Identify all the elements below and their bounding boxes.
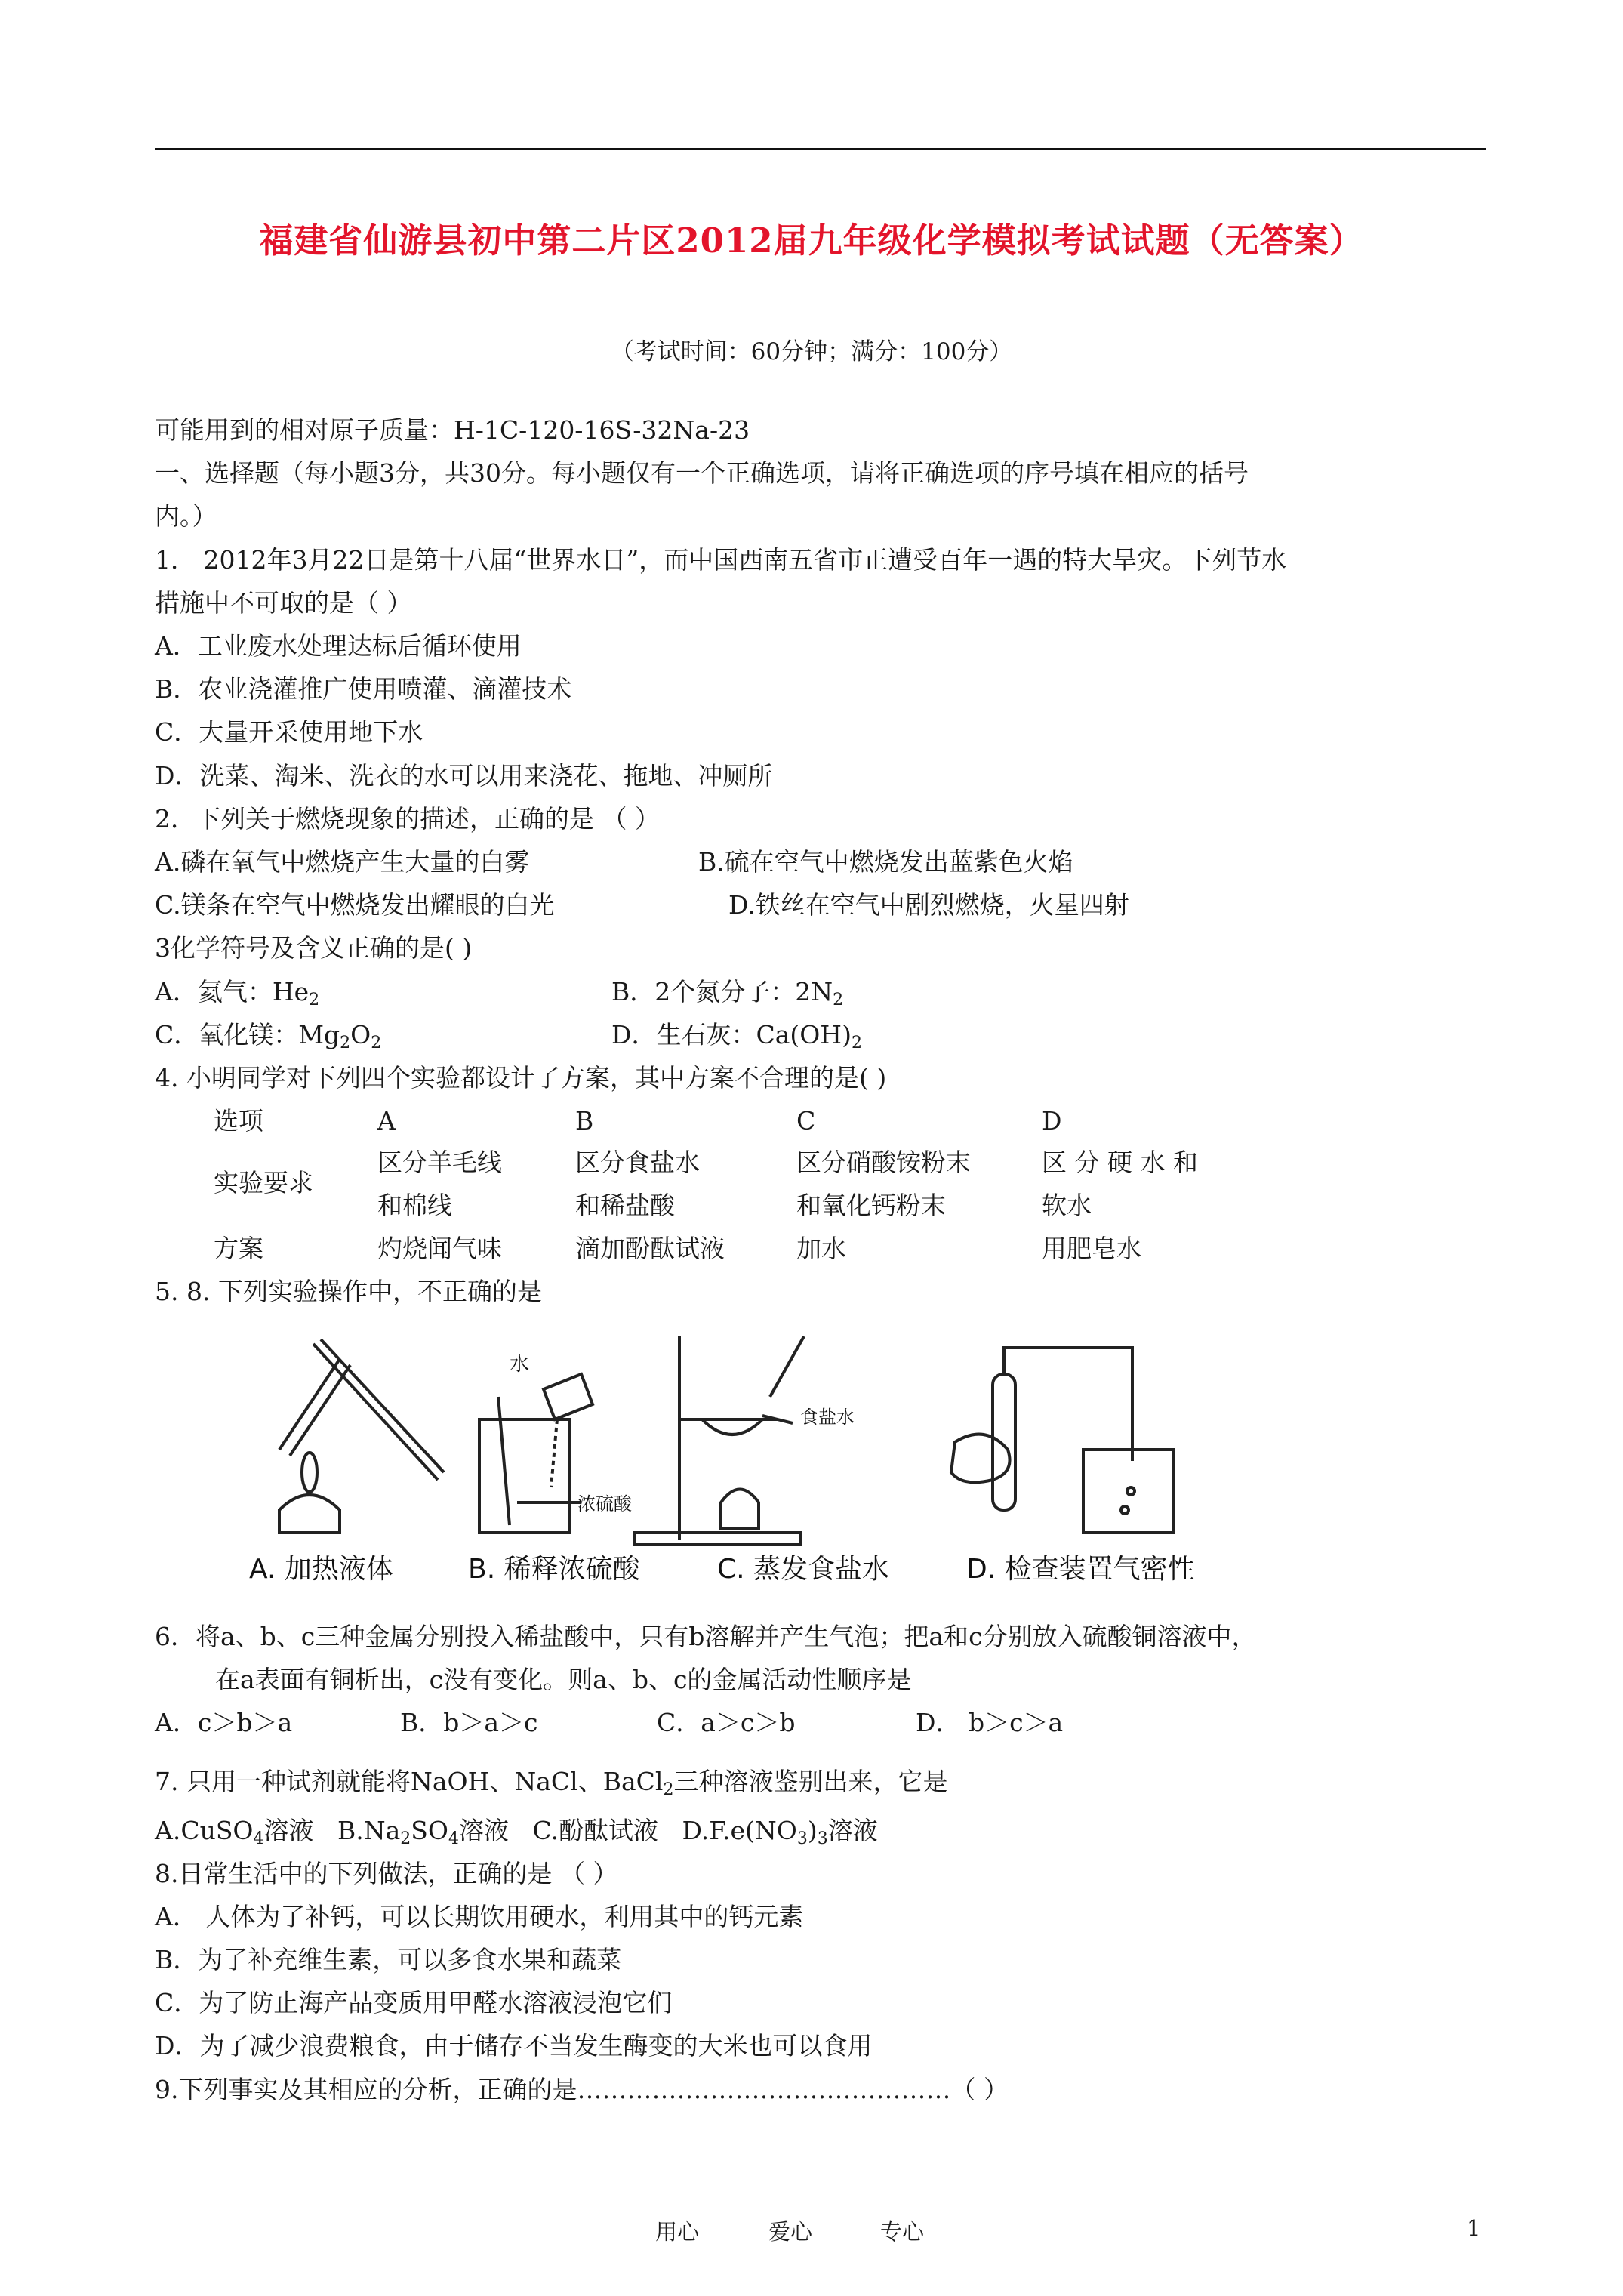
table-cell: 方案 [214,1234,263,1263]
table-cell: 区分食盐水 [575,1148,700,1177]
q1-option-a: A．工业废水处理达标后循环使用 [155,631,522,661]
table-cell: B [575,1106,594,1136]
table-cell: C [796,1106,816,1136]
q8-option-c: C．为了防止海产品变质用甲醛水溶液浸泡它们 [155,1988,673,2017]
q8-option-a: A． 人体为了补钙，可以长期饮用硬水，利用其中的钙元素 [155,1902,804,1931]
table-cell: 加水 [796,1234,846,1263]
table-cell: 用肥皂水 [1042,1234,1141,1263]
table-cell: 实验要求 [214,1168,313,1197]
q7-option-b: $B.Na_2SO_4$溶液 [337,1816,509,1848]
caption-d: D. 检查装置气密性 [966,1554,1195,1585]
q7-option-c: C.酚酞试液 [532,1816,659,1845]
q2-option-c: C.镁条在空气中燃烧发出耀眼的白光 [155,890,555,920]
q2-option-a: A.磷在氧气中燃烧产生大量的白雾 [155,847,530,877]
q5-stem: 5. 8. 下列实验操作中，不正确的是 [155,1277,542,1306]
table-cell: A [377,1106,396,1136]
table-cell: 和氧化钙粉末 [796,1191,946,1220]
q4-stem: 4. 小明同学对下列四个实验都设计了方案，其中方案不合理的是( ) [155,1063,887,1093]
table-cell: 区 分 硬 水 和 [1042,1148,1198,1177]
caption-c: C. 蒸发食盐水 [717,1554,890,1585]
table-cell: 滴加酚酞试液 [575,1234,725,1263]
q1-option-d: D．洗菜、淘米、洗衣的水可以用来浇花、拖地、冲厕所 [155,761,773,791]
page-title: 福建省仙游县初中第二片区2012届九年级化学模拟考试试题（无答案） [259,220,1364,260]
table-cell: 和稀盐酸 [575,1191,675,1220]
section1-heading-line2: 内。） [155,501,217,531]
header-rule [155,148,1486,150]
table-cell: 软水 [1042,1191,1092,1220]
q2-option-d: D.铁丝在空气中剧烈燃烧，火星四射 [728,890,1129,920]
footer-slogan-3: 专心 [880,2219,925,2245]
table-cell: 和棉线 [377,1191,452,1220]
q3-stem: 3化学符号及含义正确的是( ) [155,933,473,963]
q2-option-b: B.硫在空气中燃烧发出蓝紫色火焰 [698,847,1073,877]
q7-option-a: A.CuSO$_4$溶液 [155,1816,314,1848]
q3-option-b: B．2个氮分子：$2N_2$ [611,977,844,1009]
label-water: 水 [510,1353,530,1376]
q7-options [155,1816,878,1846]
q8-stem: 8.日常生活中的下列做法，正确的是 （ ） [155,1859,618,1888]
q8-option-d: D．为了减少浪费粮食，由于储存不当发生酶变的大米也可以食用 [155,2031,873,2060]
q6-stem-line1: 6．将a、b、c三种金属分别投入稀盐酸中，只有b溶解并产生气泡；把a和c分别放入硫酸铜溶液中， [155,1622,1257,1651]
lab-operations-illustration [249,1329,1291,1586]
q3-option-a: A．氦气：$He_2$ [155,977,320,1009]
q6-option-c: C．a＞c＞b [657,1708,796,1737]
q7-option-d: $D.F.e(NO_3)_3$溶液 [682,1816,878,1848]
q5-lab-figure [249,1329,1291,1586]
q1-stem-line2: 措施中不可取的是（ ） [155,588,412,618]
q6-option-b: B．b＞a＞c [400,1708,538,1737]
atomic-mass-note: 可能用到的相对原子质量：H-1C-120-16S-32Na-23 [155,415,750,445]
q2-stem: 2．下列关于燃烧现象的描述，正确的是 （ ） [155,804,660,834]
q3-option-c: C．氧化镁：$Mg_2O_2$ [155,1020,382,1052]
q6-option-d: D． b＞c＞a [916,1708,1064,1737]
footer-slogan-1: 用心 [655,2219,700,2245]
table-cell: 区分硝酸铵粉末 [796,1148,971,1177]
q7-stem: 7. 只用一种试剂就能将NaOH、NaCl、BaCl$_2$三种溶液鉴别出来，它是 [155,1767,948,1799]
caption-b: B. 稀释浓硫酸 [468,1554,640,1585]
q1-option-b: B．农业浇灌推广使用喷灌、滴灌技术 [155,674,572,704]
footer-slogan-2: 爱心 [768,2219,813,2245]
section1-heading-line1: 一、选择题（每小题3分，共30分。每小题仅有一个正确选项，请将正确选项的序号填在相应的括号 [155,458,1249,488]
page-number: 1 [1467,2215,1481,2241]
q1-option-c: C．大量开采使用地下水 [155,717,423,747]
table-cell: 区分羊毛线 [377,1148,502,1177]
q9-stem: 9.下列事实及其相应的分析，正确的是………………………………………（ ） [155,2075,1009,2104]
table-cell: D [1042,1106,1062,1136]
q8-option-b: B．为了补充维生素，可以多食水果和蔬菜 [155,1945,622,1974]
q6-stem-line2: 在a表面有铜析出，c没有变化。则a、b、c的金属活动性顺序是 [215,1665,912,1694]
label-salt-water: 食盐水 [800,1407,855,1428]
exam-info: （考试时间：60分钟；满分：100分） [610,338,1013,365]
caption-a: A. 加热液体 [249,1554,393,1585]
table-cell: 选项 [214,1106,263,1136]
q6-option-a: A．c＞b＞a [155,1708,293,1737]
q3-option-d: D．生石灰：$Ca(OH)_2$ [611,1020,862,1052]
table-cell: 灼烧闻气味 [377,1234,502,1263]
label-concentrated-acid: 浓硫酸 [577,1493,632,1515]
q1-stem-line1: 1． 2012年3月22日是第十八届“世界水日”，而中国西南五省市正遭受百年一遇的特大旱灾。下列节水 [155,545,1287,575]
